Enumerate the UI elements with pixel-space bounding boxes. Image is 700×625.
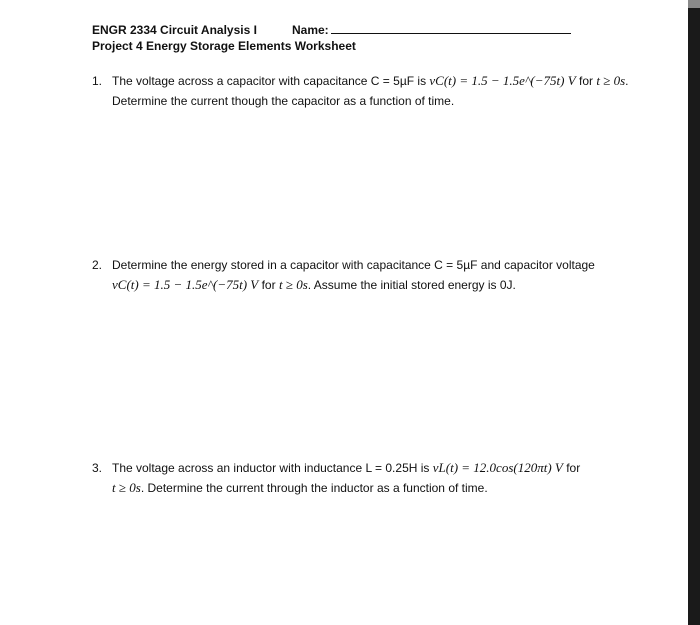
problem-text: The voltage across a capacitor with capacitance C = 5µF is xyxy=(112,74,427,88)
page-edge-top xyxy=(688,0,700,8)
name-field[interactable] xyxy=(331,22,571,34)
time-condition: t ≥ 0s xyxy=(596,73,626,88)
problem-text: Determine the energy stored in a capacitor with capacitance C = 5µF and capacitor voltage xyxy=(112,258,595,272)
problem-3 xyxy=(92,458,632,498)
course-title: ENGR 2334 Circuit Analysis I xyxy=(92,23,257,37)
problem-body xyxy=(112,255,632,295)
problem-text: for xyxy=(579,74,594,88)
time-condition: t ≥ 0s xyxy=(278,277,308,292)
problem-body xyxy=(112,458,632,498)
problem-number: 1. xyxy=(92,74,103,88)
voltage-equation: vC(t) = 1.5 − 1.5e^(−75t) V xyxy=(112,277,259,292)
problem-text: . Assume the initial stored energy is 0J. xyxy=(307,278,516,292)
worksheet-header xyxy=(92,22,571,54)
problem-1 xyxy=(92,71,632,111)
problem-number: 2. xyxy=(92,258,103,272)
worksheet-subtitle: Project 4 Energy Storage Elements Worksheet xyxy=(92,39,356,53)
name-label: Name: xyxy=(292,23,329,37)
voltage-equation: vC(t) = 1.5 − 1.5e^(−75t) V xyxy=(429,73,576,88)
problem-number: 3. xyxy=(92,461,103,475)
header-line xyxy=(92,22,571,38)
page-edge xyxy=(688,0,700,625)
problem-text: . Determine the current through the inductor as a function of time. xyxy=(140,481,488,495)
problem-2 xyxy=(92,255,632,295)
problem-text: for xyxy=(261,278,276,292)
time-condition: t ≥ 0s xyxy=(112,480,141,495)
problem-text: Determine the current though the capacitor as a function of time. xyxy=(112,94,455,108)
problem-text: The voltage across an inductor with inductance L = 0.25H is xyxy=(112,461,430,475)
voltage-equation: vL(t) = 12.0cos(120πt) V xyxy=(432,460,563,475)
problem-body xyxy=(112,71,632,111)
problem-text: . xyxy=(625,74,629,88)
problem-text: for xyxy=(566,461,581,475)
